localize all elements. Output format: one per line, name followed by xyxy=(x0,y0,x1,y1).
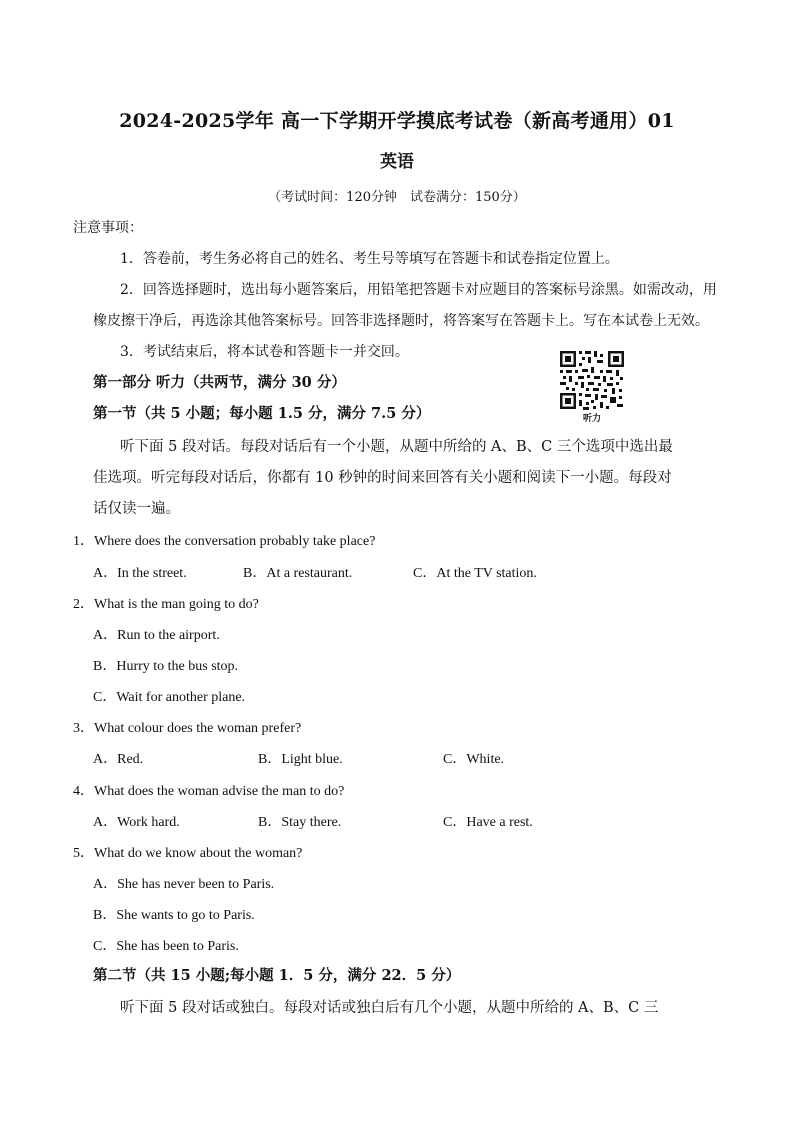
answer-option: C．Have a rest. xyxy=(443,815,533,830)
answer-option: B．Light blue. xyxy=(258,752,343,767)
notice-item: 3．考试结束后，将本试卷和答题卡一并交回。 xyxy=(120,344,409,360)
answer-option: A．She has never been to Paris. xyxy=(93,877,275,892)
answer-option: C．She has been to Paris. xyxy=(93,939,239,954)
subject-title: 英语 xyxy=(380,152,414,172)
qr-code-icon xyxy=(558,349,626,411)
answer-option: A．Red. xyxy=(93,752,144,767)
part1-heading: 第一部分 听力（共两节，满分 30 分） xyxy=(93,374,346,391)
exam-info: （考试时间：120分钟 试卷满分：150分） xyxy=(268,190,526,205)
answer-option: C．Wait for another plane. xyxy=(93,690,246,705)
answer-option: B．Hurry to the bus stop. xyxy=(93,659,239,674)
section2-instructions-line: 听下面 5 段对话或独白。每段对话或独白后有几个小题，从题中所给的 A、B、C 三 xyxy=(120,1000,659,1016)
section1-heading: 第一节（共 5 小题；每小题 1.5 分，满分 7.5 分） xyxy=(93,405,431,422)
answer-option: C．White. xyxy=(443,752,505,767)
section1-instructions-line: 听下面 5 段对话。每段对话后有一个小题，从题中所给的 A、B、C 三个选项中选出最 xyxy=(120,439,673,455)
answer-option: C．At the TV station. xyxy=(413,566,537,581)
question-stem: 4．What does the woman advise the man to do? xyxy=(73,784,345,799)
notice-heading: 注意事项： xyxy=(73,220,143,236)
section1-instructions-line: 佳选项。听完每段对话后，你都有 10 秒钟的时间来回答有关小题和阅读下一小题。每段对 xyxy=(93,470,672,486)
answer-option: B．At a restaurant. xyxy=(243,566,353,581)
section1-instructions-line: 话仅读一遍。 xyxy=(93,501,180,517)
qr-caption: 听力 xyxy=(582,414,601,424)
section2-heading: 第二节（共 15 小题;每小题 1．5 分，满分 22．5 分） xyxy=(93,967,461,984)
question-stem: 3．What colour does the woman prefer? xyxy=(73,721,302,736)
notice-item: 橡皮擦干净后，再选涂其他答案标号。回答非选择题时，将答案写在答题卡上。写在本试卷上无效。 xyxy=(93,313,709,329)
notice-item: 1．答卷前，考生务必将自己的姓名、考生号等填写在答题卡和试卷指定位置上。 xyxy=(120,251,619,267)
question-stem: 2．What is the man going to do? xyxy=(73,597,259,612)
notice-item: 2．回答选择题时，选出每小题答案后，用铅笔把答题卡对应题目的答案标号涂黑。如需改动，用 xyxy=(120,282,717,298)
question-stem: 1．Where does the conversation probably take place? xyxy=(73,534,376,549)
exam-title: 2024-2025学年 高一下学期开学摸底考试卷（新高考通用）01 xyxy=(119,110,675,132)
listening-qr-code[interactable] xyxy=(558,349,626,424)
question-stem: 5．What do we know about the woman? xyxy=(73,846,303,861)
answer-option: B．She wants to go to Paris. xyxy=(93,908,255,923)
answer-option: B．Stay there. xyxy=(258,815,342,830)
answer-option: A．Work hard. xyxy=(93,815,180,830)
answer-option: A．In the street. xyxy=(93,566,187,581)
answer-option: A．Run to the airport. xyxy=(93,628,220,643)
